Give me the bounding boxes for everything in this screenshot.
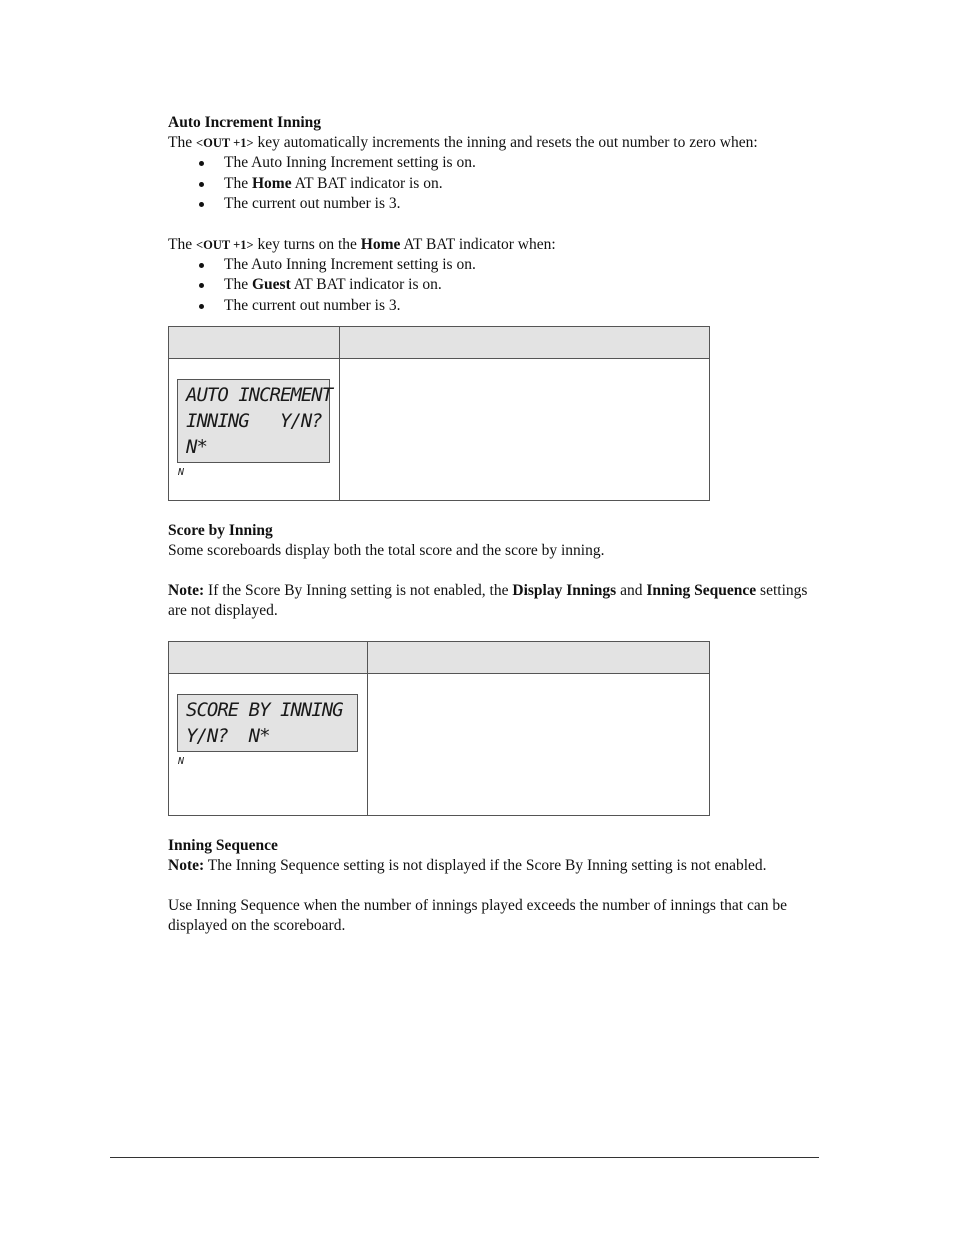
description-cell [340, 359, 710, 501]
table-header-cell [169, 642, 368, 674]
text-run: The Inning Sequence setting is not displayed if the Score By Inning setting is not enabled. [204, 857, 767, 874]
text-run: and [616, 582, 647, 599]
text-run: The [224, 174, 252, 192]
lcd-default-value: N [178, 467, 185, 478]
list-item [168, 255, 818, 276]
text-run: The [168, 235, 196, 253]
list-item [168, 174, 818, 195]
text-run: The current out number is 3. [224, 195, 401, 212]
auto-increment-paragraph [168, 133, 818, 153]
page-content [168, 113, 818, 936]
text-run: The current out number is 3. [224, 296, 401, 314]
description-cell [368, 674, 710, 816]
text-run: AT BAT indicator when: [400, 235, 556, 253]
auto-increment-setting-table [168, 326, 710, 501]
lcd-display [177, 379, 333, 463]
inning-sequence-note [168, 856, 818, 876]
lcd-line: AUTO INCREMENT [186, 384, 333, 406]
lcd-line: INNING Y/N? [186, 410, 322, 432]
note-label: Note: [168, 582, 205, 599]
score-by-inning-paragraph: Some scoreboards display both the total score and the score by inning. [168, 542, 605, 559]
bold-term: Inning Sequence [646, 582, 757, 599]
text-run: The [224, 276, 252, 293]
list-item [168, 275, 818, 296]
text-run: key turns on the [253, 235, 361, 253]
lcd-display [177, 694, 358, 752]
table-header-row [169, 327, 710, 359]
bold-term: Guest [251, 276, 291, 293]
lcd-cell [169, 674, 368, 816]
spacer [168, 215, 818, 235]
table-header-row [169, 642, 710, 674]
list-item [168, 153, 818, 174]
lcd-line: Y/N? N* [186, 725, 270, 747]
lcd-default-value: N [178, 756, 185, 767]
table-row [169, 359, 710, 501]
bold-term: Home [251, 174, 292, 192]
auto-increment-conditions-list [168, 153, 818, 215]
table-header-cell [169, 327, 340, 359]
spacer [168, 561, 818, 581]
text-run: AT BAT indicator is on. [291, 174, 443, 192]
section-heading-auto-increment-inning: Auto Increment Inning [168, 114, 322, 131]
lcd-line: SCORE BY INNING [186, 699, 343, 721]
footer-rule [110, 1157, 819, 1158]
text-run: If the Score By Inning setting is not enabled, the [204, 582, 513, 599]
note-label: Note: [168, 857, 205, 874]
score-by-inning-note [168, 581, 818, 621]
lcd-line: N* [186, 436, 207, 458]
section-heading-inning-sequence: Inning Sequence [168, 837, 278, 854]
text-run: The [168, 134, 196, 151]
lcd-cell [169, 359, 340, 501]
text-run: The Auto Inning Increment setting is on. [224, 154, 476, 171]
spacer [168, 876, 818, 896]
bold-term: Display Innings [512, 582, 617, 599]
table-header-cell [368, 642, 710, 674]
list-item [168, 194, 818, 215]
table-row [169, 674, 710, 816]
bold-term: Home [360, 235, 401, 253]
score-by-inning-setting-table [168, 641, 710, 816]
out-plus-one-key-label: <OUT +1> [195, 136, 254, 150]
text-run: settings are not displayed. [168, 582, 808, 619]
section-heading-score-by-inning: Score by Inning [168, 522, 273, 539]
text-run: The Auto Inning Increment setting is on. [224, 255, 476, 273]
text-run: key automatically increments the inning and resets the out number to zero when: [253, 134, 758, 151]
spacer [168, 816, 818, 836]
home-at-bat-paragraph [168, 235, 818, 255]
home-at-bat-conditions-list [168, 255, 818, 317]
text-run: AT BAT indicator is on. [290, 276, 442, 293]
table-header-cell [340, 327, 710, 359]
out-plus-one-key-label: <OUT +1> [195, 237, 254, 252]
list-item [168, 296, 818, 317]
inning-sequence-paragraph: Use Inning Sequence when the number of innings played exceeds the number of innings that can be displayed on the scoreboard. [168, 897, 787, 934]
spacer [168, 501, 818, 521]
